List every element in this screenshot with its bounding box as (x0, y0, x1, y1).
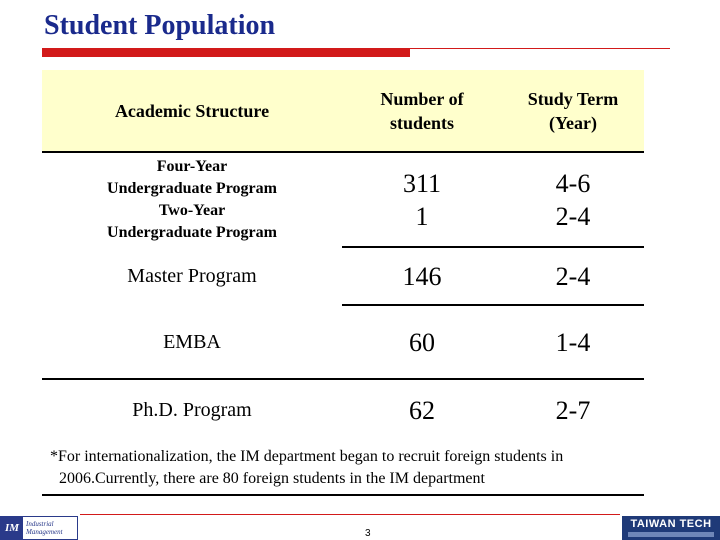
row-undergraduate-count (342, 154, 502, 246)
footnote-rule (42, 494, 644, 496)
im-logo-mark: IM (1, 517, 23, 539)
row-label-line: Undergraduate Program (107, 224, 277, 241)
footnote-line2: 2006.Currently, there are 80 foreign students in the IM department (59, 470, 485, 487)
taiwan-tech-logo-text: TAIWAN TECH (630, 518, 712, 530)
row-emba-label (42, 306, 342, 378)
header-study-term (502, 70, 644, 152)
term-value: 2-4 (555, 261, 591, 291)
row-undergraduate-label (42, 154, 342, 246)
im-logo-text-line2: Management (26, 528, 63, 536)
taiwan-tech-logo (622, 516, 720, 540)
count-value: 146 (402, 261, 442, 291)
page-title: Student Population (44, 10, 276, 41)
row-phd-term (502, 380, 644, 440)
header-count-line2: students (389, 113, 455, 133)
title-underline-thick (42, 48, 410, 57)
term-value: 4-6 (555, 169, 591, 198)
row-label-line: Undergraduate Program (107, 180, 277, 197)
row-master-label (42, 248, 342, 304)
term-value: 2-7 (555, 395, 591, 425)
row-label: Ph.D. Program (132, 398, 252, 421)
count-value: 1 (415, 202, 429, 231)
im-logo (0, 516, 78, 540)
term-value: 1-4 (555, 327, 591, 357)
row-phd-label (42, 380, 342, 440)
count-value: 311 (402, 169, 442, 198)
im-logo-text-line1: Industrial (26, 520, 54, 528)
im-logo-text (23, 520, 63, 536)
count-value: 60 (409, 327, 435, 357)
row-master-term (502, 248, 644, 304)
row-label-line: Four-Year (156, 158, 228, 175)
header-academic-structure (42, 70, 342, 152)
header-academic-structure-label: Academic Structure (114, 101, 270, 121)
title-underline-thin (410, 48, 670, 49)
footnote (50, 446, 660, 490)
header-term-line2: (Year) (549, 113, 597, 133)
row-undergraduate-term (502, 154, 644, 246)
header-term-line1: Study Term (527, 89, 619, 109)
taiwan-tech-logo-subbar (628, 532, 714, 537)
footnote-line1: *For internationalization, the IM department began to recruit foreign students in (50, 448, 564, 465)
footer-rule (80, 514, 620, 515)
row-label-line: Two-Year (158, 202, 226, 219)
header-rule (42, 151, 644, 153)
row-emba-count (342, 306, 502, 378)
page-number: 3 (365, 528, 371, 539)
row-master-count (342, 248, 502, 304)
term-value: 2-4 (555, 202, 591, 231)
header-number-of-students (342, 70, 502, 152)
row-label: EMBA (163, 330, 221, 353)
row-label: Master Program (127, 264, 257, 287)
row-emba-term (502, 306, 644, 378)
header-count-line1: Number of (380, 89, 464, 109)
count-value: 62 (409, 395, 435, 425)
row-phd-count (342, 380, 502, 440)
